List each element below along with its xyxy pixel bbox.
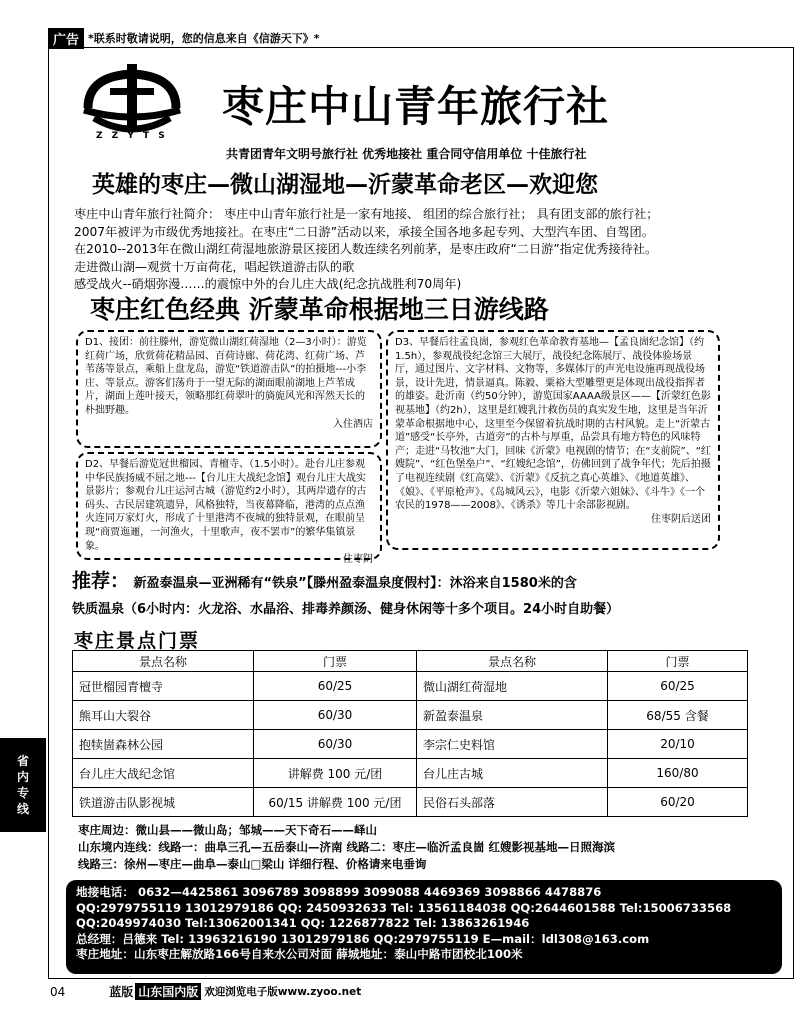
table-cell: 民俗石头部落 <box>417 788 608 817</box>
table-cell: 60/30 <box>254 730 417 759</box>
table-header-row <box>73 651 748 672</box>
itinerary-day3-box <box>386 330 720 550</box>
top-bar <box>48 28 798 48</box>
contact-line: QQ:2049974030 Tel:13062001341 QQ: 1226877822 Tel: 13863261946 <box>76 916 530 931</box>
table-cell: 60/20 <box>608 788 748 817</box>
page-number: 04 <box>50 984 66 999</box>
column-header: 门票 <box>608 651 748 672</box>
intro-line: 感受战火--硝烟弥漫……的震惊中外的台儿庄大战(纪念抗战胜利70周年) <box>74 277 462 291</box>
intro-line: 走进微山湖—观赏十万亩荷花，唱起铁道游击队的歌 <box>74 259 355 274</box>
tickets-title: 枣庄景点门票 <box>74 630 201 652</box>
recommendation <box>72 568 792 623</box>
ticket-table <box>72 650 748 817</box>
table-cell: 台儿庄古城 <box>417 759 608 788</box>
route-line: 枣庄周边：微山县——微山岛；邹城——天下奇石——峄山 <box>78 823 377 837</box>
tab-char: 线 <box>16 802 29 816</box>
website-link[interactable]: 欢迎浏览电子版www.zyoo.net <box>204 986 362 998</box>
table-cell: 60/15 讲解费 100 元/团 <box>254 788 417 817</box>
itinerary-day1-box <box>76 330 382 448</box>
page-footer <box>50 983 361 1000</box>
intro-line: 在2010--2013年在微山湖红荷湿地旅游景区接团人数连续名列前茅，是枣庄政府“二日游”指定优秀接待社。 <box>74 242 658 256</box>
table-row <box>73 730 748 759</box>
table-row <box>73 788 748 817</box>
route-line: 线路三：徐州—枣庄—曲阜—泰山□梁山 详细行程、价格请来电垂询 <box>78 857 427 871</box>
contact-panel <box>66 880 782 974</box>
itinerary-day1-text: D1、接团：前往滕州，游览微山湖红荷湿地（2—3小时）：游览红荷广场，欣赏荷花精品园、百荷诗廊、荷花湾、红荷广场、芦苇荡等景点，乘船上盘龙岛，游览“铁道游击队”的拍摄地---小李庄、等景点。游客们荡舟于一望无际的湖面眼前湖地上芦苇成片，湖面上莲叶接天，领略那红荷翠叶的旖旎风光和浑然天长的朴拙野趣。 <box>85 337 367 416</box>
tab-char: 内 <box>16 770 29 784</box>
recommend-line: 新盈泰温泉—亚洲稀有“铁泉”【滕州盈泰温泉度假村】：沐浴来自1580米的含 <box>133 576 577 591</box>
intro-line: 枣庄中山青年旅行社简介： 枣庄中山青年旅行社是一家有地接、 组团的综合旅行社； 具有团支部的旅行社； <box>74 207 659 221</box>
tab-char: 专 <box>16 786 29 800</box>
itinerary-day2-stay: 住枣阴 <box>343 554 373 566</box>
table-cell: 冠世榴园青檀寺 <box>73 672 254 701</box>
table-cell: 68/55 含餐 <box>608 701 748 730</box>
table-cell: 60/25 <box>608 672 748 701</box>
table-cell: 20/10 <box>608 730 748 759</box>
itinerary-day2-text: D2、早餐后游览冠世榴园、青檀寺、（1.5小时）。赴台儿庄参观中华民族扬威不屈之地---【台儿庄大战纪念馆】观台儿庄大战实景影片；参观台儿庄运河古城（游览约2小时），其两岸遗存的古码头、古民居建筑遗异，风格独特，当夜幕降临，港湾的点点渔火连同万家灯火，形成了十里港湾不夜城的独特景观，在眼前呈现“商贾迤逦，一河渔火，十里歌声，夜不罢市”的繁华集镇景象。 <box>85 459 367 552</box>
table-cell: 李宗仁史料馆 <box>417 730 608 759</box>
ad-tag: 广告 <box>48 28 84 49</box>
itinerary-day2-box <box>76 452 382 566</box>
table-cell: 160/80 <box>608 759 748 788</box>
itinerary-day3-text: D3、早餐后往孟良崮，参观红色革命教育基地—【孟良崮纪念馆】（约1.5h），参观战役纪念馆三大展厅，战役纪念陈展厅、战役体验场景厅，通过图片、文字材料、文物等，多媒体厅的声光电设施再现战役场景，设计先进，情景逼真。陈毅、粟裕大型雕塑更是体现出战役指挥者的雄姿。赴沂南（约50分钟），游览国家AAAA级景区——【沂蒙红色影视基地】（约2h），这里是红嫂乳汁救伤员的真实发生地，这里是当年沂蒙革命根据地中心，这里至今保留着抗战时期的古村风貌。走上“沂蒙古道”感受“长亭外，古道旁”的古朴与厚重，品尝具有地方特色的风味特产；走进“马牧池”大门，回味《沂蒙》电视剧的情节；在“支前院”、“红嫂院”、“红色堡垒户”、“红嫂纪念馆”，仿佛回到了战争年代；先后拍摄了电视连续剧《红高粱》、《沂蒙》《反抗之真心英雄》、《地道英雄》、《娘》、《平原枪声》、《岛城风云》，电影《沂蒙六姐妹》、《斗牛》《一个农民的1978——2008》、《诱杀》等几十余部影视剧。 <box>395 337 711 512</box>
contact-line: 总经理：吕德来 Tel: 13963216190 13012979186 QQ:2979755119 E—mail：ldl308@163.com <box>76 931 650 946</box>
edition-badge: 山东国内版 <box>135 983 201 1000</box>
route-title: 枣庄红色经典 沂蒙革命根据地三日游线路 <box>90 295 549 324</box>
table-row <box>73 759 748 788</box>
contact-line: 枣庄地址：山东枣庄解放路166号自来水公司对面 薛城地址：泰山中路市团校北100米 <box>76 947 523 962</box>
table-row <box>73 701 748 730</box>
itinerary-day1-stay: 入住酒店 <box>333 418 373 430</box>
contact-line: QQ:2979755119 13012979186 QQ: 2450932633 Tel: 13561184038 QQ:2644601588 Tel:15006733568 <box>76 900 732 915</box>
column-header: 景点名称 <box>417 651 608 672</box>
table-cell: 新盈泰温泉 <box>417 701 608 730</box>
logo-letters: Z Z Y T S <box>96 131 168 141</box>
recommend-label: 推荐： <box>72 570 130 592</box>
table-cell: 熊耳山大裂谷 <box>73 701 254 730</box>
table-cell: 铁道游击队影视城 <box>73 788 254 817</box>
recommend-line: 铁质温泉（6小时内：火龙浴、水晶浴、排毒养颜汤、健身休闲等十多个项目。24小时自助餐） <box>72 602 620 617</box>
agency-honors: 共青团青年文明号旅行社 优秀地接社 重合同守信用单位 十佳旅行社 <box>226 147 587 161</box>
table-cell: 60/25 <box>254 672 417 701</box>
table-row <box>73 672 748 701</box>
column-header: 景点名称 <box>73 651 254 672</box>
table-cell: 微山湖红荷湿地 <box>417 672 608 701</box>
route-lines <box>78 822 615 873</box>
source-notice: *联系时敬请说明，您的信息来自《信游天下》* <box>88 32 320 45</box>
agency-intro <box>74 206 790 294</box>
edition-label: 蓝版 <box>109 985 134 999</box>
intro-line: 2007年被评为市级优秀地接社。在枣庄“二日游”活动以来，承接全国各地多起专列、大型汽车团、自驾团。 <box>74 224 654 239</box>
column-header: 门票 <box>254 651 417 672</box>
route-line: 山东境内连线：线路一：曲阜三孔—五岳泰山—济南 线路二：枣庄—临沂孟良崮 红嫂影视基地—日照海滨 <box>78 840 616 854</box>
table-cell: 台儿庄大战纪念馆 <box>73 759 254 788</box>
table-cell: 60/30 <box>254 701 417 730</box>
itinerary-day3-stay: 住枣阴后送团 <box>651 513 711 525</box>
tab-char: 省 <box>16 754 29 768</box>
table-cell: 抱犊崮森林公园 <box>73 730 254 759</box>
province-route-tab <box>0 738 46 832</box>
contact-line: 地接电话： 0632—4425861 3096789 3098899 3099088 4469369 3098866 4478876 <box>76 885 602 899</box>
table-cell: 讲解费 100 元/团 <box>254 759 417 788</box>
welcome-slogan: 英雄的枣庄—微山湖湿地—沂蒙革命老区—欢迎您 <box>92 172 598 198</box>
agency-name: 枣庄中山青年旅行社 <box>222 82 610 131</box>
